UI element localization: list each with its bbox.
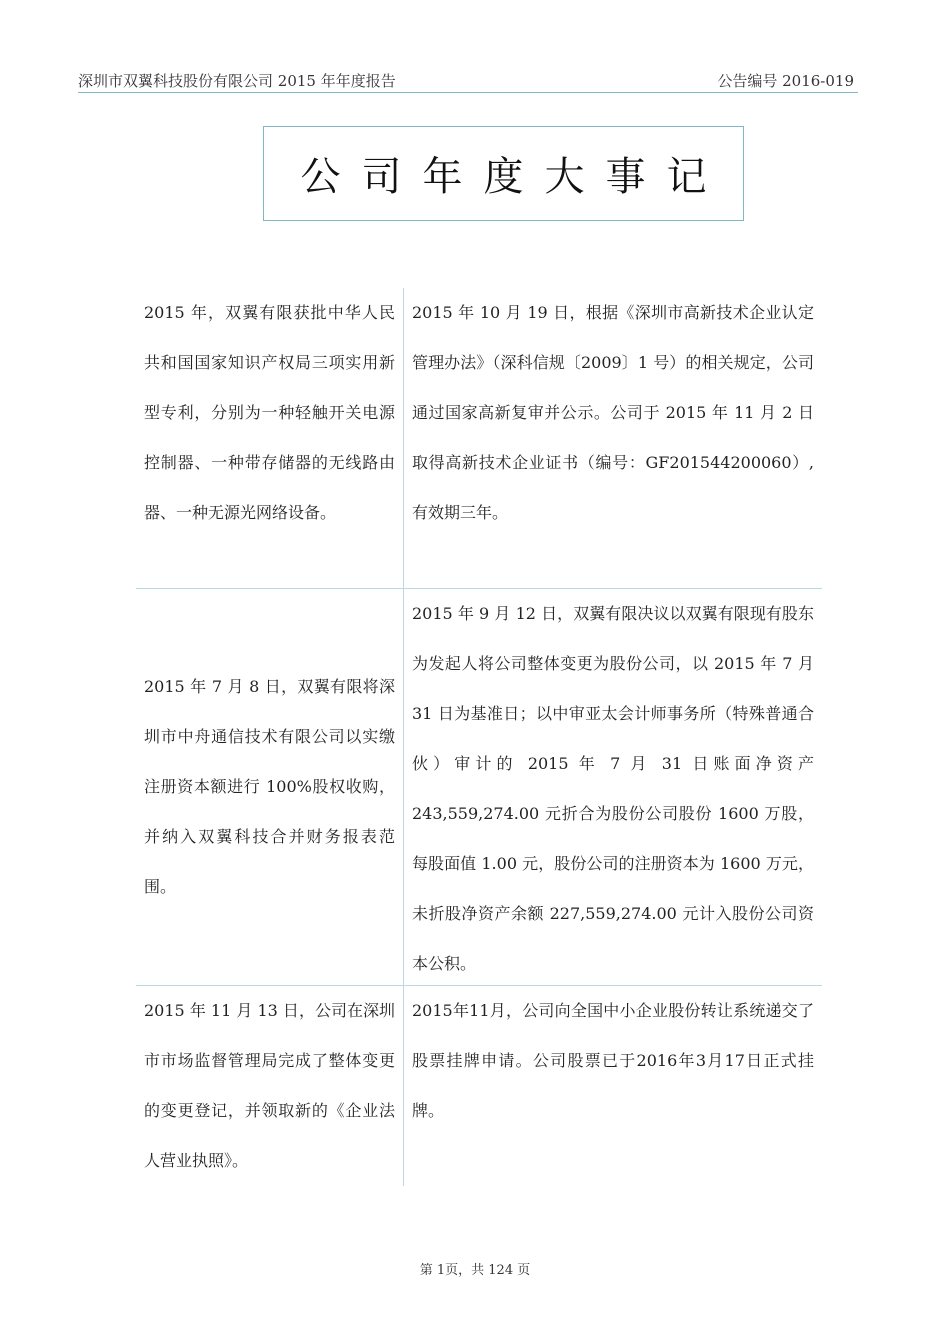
event-cell-right	[404, 986, 822, 1136]
event-row	[136, 288, 822, 588]
event-row	[136, 985, 822, 1186]
event-text: 2015 年，双翼有限获批中华人民共和国国家知识产权局三项实用新型专利，分别为一种轻触开关电源控制器、一种带存储器的无线路由器、一种无源光网络设备。	[144, 303, 395, 522]
report-title: 深圳市双翼科技股份有限公司 2015 年年度报告	[78, 72, 396, 90]
page-title: 公司年度大事记	[300, 154, 728, 200]
event-cell-left	[136, 288, 404, 588]
event-row	[136, 588, 822, 985]
event-text: 2015 年 11 月 13 日，公司在深圳市市场监督管理局完成了整体变更的变更登记，并领取新的《企业法人营业执照》。	[144, 1001, 395, 1170]
event-cell-right	[404, 288, 822, 538]
event-cell-left	[136, 589, 404, 985]
title-box	[263, 126, 744, 221]
event-text: 2015 年 10 月 19 日，根据《深圳市高新技术企业认定管理办法》（深科信规〔2009〕1 号）的相关规定，公司通过国家高新复审并公示。公司于 2015 年 11 月 2 日取得高新技术企业证书（编号：GF201544200060）,有效期三年。	[412, 303, 814, 522]
event-text: 2015 年 7 月 8 日，双翼有限将深圳市中舟通信技术有限公司以实缴注册资本额进行 100%股权收购，并纳入双翼科技合并财务报表范围。	[144, 677, 395, 896]
event-text: 2015 年 9 月 12 日，双翼有限决议以双翼有限现有股东为发起人将公司整体变更为股份公司，以 2015 年 7 月 31 日为基准日；以中审亚太会计师事务所（特殊普通合伙）审计的 2015 年 7 月 31 日账面净资产 243,559,274.00 元折合为股份公司股份 1600 万股，每股面值 1.00 元，股份公司的注册资本为 1600 万元，未折股净资产余额 227,559,274.00 元计入股份公司资本公积。	[412, 604, 814, 973]
event-cell-left	[136, 986, 404, 1186]
event-text: 2015年11月，公司向全国中小企业股份转让系统递交了股票挂牌申请。公司股票已于2016年3月17日正式挂牌。	[412, 1001, 814, 1120]
announcement-number: 公告编号 2016-019	[717, 72, 854, 90]
page-header	[78, 66, 858, 93]
page-footer: 第 1页，共 124 页	[419, 1263, 531, 1278]
event-cell-right	[404, 589, 822, 989]
events-table	[136, 288, 822, 1186]
